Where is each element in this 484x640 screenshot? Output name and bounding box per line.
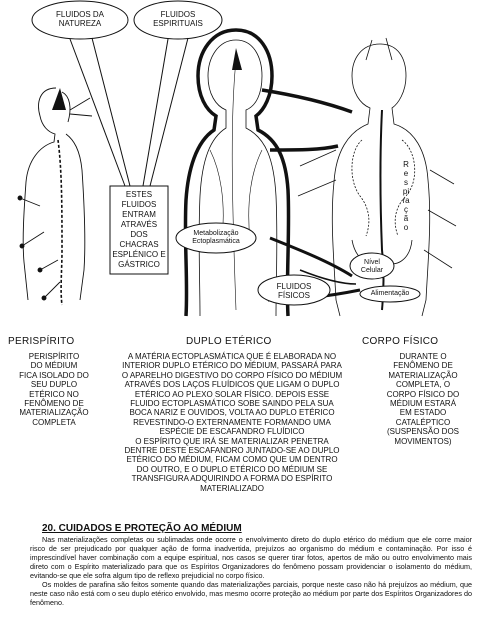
respiracao-label: Respiração	[402, 160, 410, 232]
bubble-espirituais: FLUIDOS ESPIRITUAIS	[153, 10, 203, 28]
section-paragraph-2: Os moldes de parafina são feitos somente quando das materializações parciais, porque neste caso não há prejuízos ao médium, que neste caso não está com o seu duplo etérico envolvido, mas mesmo ocorre proteção ao médium por parte dos Espíritos Organizadores do fenômeno.	[30, 580, 472, 607]
heading-perispirito: PERISPÍRITO	[8, 336, 75, 347]
duplo-eterico-figure	[185, 30, 288, 316]
band-top	[262, 90, 352, 112]
column-right-text: DURANTE O FENÔMENO DE MATERIALIZAÇÃO COMPLETA, O CORPO FÍSICO DO MÉDIUM ESTARÁ EM ESTADO CATALÉPTICO (SUSPENSÃO DOS MOVIMENTOS)	[386, 352, 460, 446]
heading-duplo: DUPLO ETÉRICO	[186, 336, 272, 347]
bubble-natureza: FLUIDOS DA NATUREZA	[55, 10, 104, 28]
band-mid	[270, 146, 338, 150]
perispirito-figure	[18, 88, 92, 305]
section-title: 20. CUIDADOS E PROTEÇÃO AO MÉDIUM	[42, 523, 242, 534]
section-paragraph-1: Nas materializações completas ou sublimadas onde ocorre o envolvimento direto do duplo etérico do médium que ele corre maior risco de ser prejudicado por qualquer ação de forma inadvertida, prejuízos ao organismo do médium e contaminação. Por isso é imprescindível haver combinação com a equipe espiritual, nos casos se querer tirar fotos, apertos de mão ou outro envolvimento mais direto com o Espírito materializado para que os Espíritos Organizadores do fenômeno possam providenciar o isolamento do médium, evitando-se que ele sofra algum tipo de reflexo prejudicial no corpo físico.	[30, 535, 472, 580]
alimentacao-label: Alimentação	[370, 290, 410, 297]
nivel-celular-label: Nível Celular	[360, 259, 384, 274]
section-body	[30, 535, 472, 607]
chakra-box-text: ESTES FLUIDOS ENTRAM ATRAVÉS DOS CHACRAS ESPLÉNICO E GÁSTRICO	[112, 190, 166, 269]
column-middle-text: A MATÉRIA ECTOPLASMÁTICA QUE É ELABORADA NO INTERIOR DUPLO ETÉRICO DO MÉDIUM, PASSARÁ PARA O APARELHO DIGESTIVO DO CORPO FÍSICO DO MÉDIUM ATRAVÉS DOS LAÇOS FLUÍDICOS QUE LIGAM O DUPLO ETÉRICO AO PLEXO SOLAR FÍSICO. DEPOIS ESSE FLUIDO ECTOPLASMÁTICO SOBE SAINDO PELA SUA BOCA NARIZ E OUVIDOS, VOLTA AO DUPLO ETÉRICO REVESTINDO-O EXTERNAMENTE FORMANDO UMA ESPÉCIE DE ESCAFANDRO FLUÍDICO O ESPÍRITO QUE IRÁ SE MATERIALIZAR PENETRA DENTRE DESTE ESCAFANDRO JUNTADO-SE AO DUPLO ETÉRICO DO MÉDIUM, FICAM COMO QUE UM DENTRO DO OUTRO, E O DUPLO ETÉRICO DO MÉDIUM SE TRANSFIGURA ADQUIRINDO A FORMA DO ESPÍRITO MATERIALIZADO	[121, 352, 343, 493]
metabolizacao-label: Metabolização Ectoplasmática	[192, 230, 240, 245]
fluidos-fisicos-label: FLUIDOS FÍSICOS	[276, 282, 312, 300]
column-left-text: PERISPÍRITO DO MÉDIUM FICA ISOLADO DO SEU DUPLO ETÉRICO NO FENÔMENO DE MATERIALIZAÇÃO COMPLETA	[19, 352, 89, 427]
heading-corpo: CORPO FÍSICO	[362, 336, 439, 347]
band-lower	[270, 238, 352, 276]
